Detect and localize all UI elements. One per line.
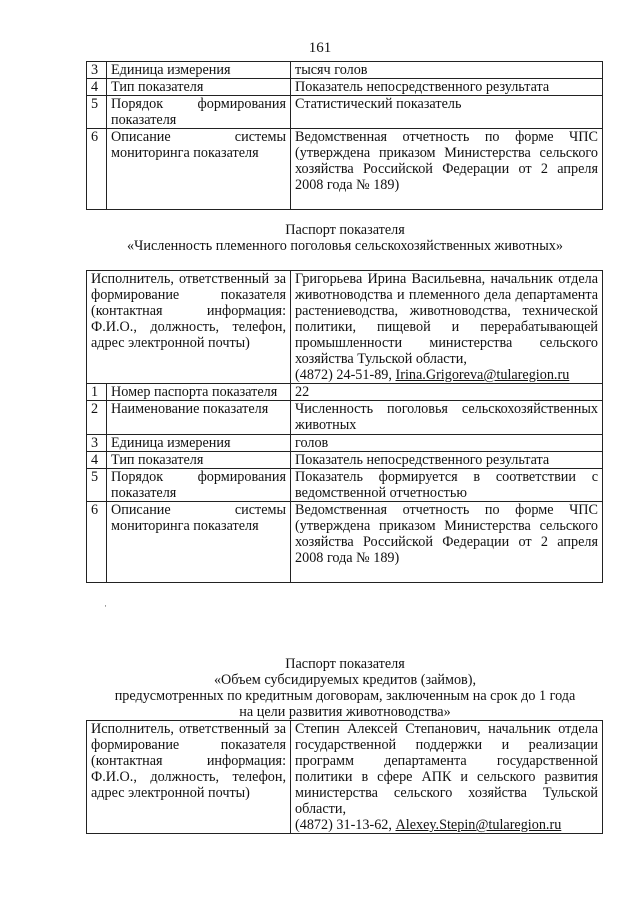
executor-phone: (4872) 31-13-62, <box>295 817 392 833</box>
passport-indicator-name: на цели развития животноводства» <box>239 704 451 720</box>
row-label: Тип показателя <box>107 452 291 469</box>
passport-table <box>86 720 603 834</box>
table-row <box>87 96 603 129</box>
passport-table <box>86 270 603 583</box>
table-row <box>87 79 603 96</box>
row-number: 4 <box>87 452 107 469</box>
row-label: Порядок формирования показателя <box>107 469 291 502</box>
row-value: 22 <box>291 384 603 401</box>
passport-title <box>60 656 630 720</box>
row-number: 2 <box>87 401 107 435</box>
row-number: 3 <box>87 62 107 79</box>
scan-dot: · <box>104 601 107 611</box>
passport-heading: Паспорт показателя <box>285 222 405 238</box>
row-number: 1 <box>87 384 107 401</box>
table-row <box>87 469 603 502</box>
executor-cell <box>291 271 603 384</box>
row-number: 4 <box>87 79 107 96</box>
table-row <box>87 62 603 79</box>
row-number: 5 <box>87 96 107 129</box>
row-label: Единица измерения <box>107 435 291 452</box>
executor-email-link[interactable]: Alexey.Stepin@tularegion.ru <box>395 817 562 833</box>
passport-title <box>60 222 630 254</box>
row-number: 3 <box>87 435 107 452</box>
row-value: Численность поголовья сельскохозяйственных животных <box>291 401 603 435</box>
table-row <box>87 384 603 401</box>
row-value: Показатель формируется в соответствии с ведомственной отчетностью <box>291 469 603 502</box>
row-value: Статистический показатель <box>291 96 603 129</box>
row-label: Номер паспорта показателя <box>107 384 291 401</box>
executor-value: Григорьева Ирина Васильевна, начальник отдела животноводства и племенного дела департамента растениеводства, животноводства, технической политики, пищевой и перерабатывающей промышленности министерства сельского хозяйства Тульской области, <box>295 271 599 367</box>
passport-indicator-name: предусмотренных по кредитным договорам, заключенным на срок до 1 года <box>114 688 576 704</box>
row-value: тысяч голов <box>291 62 603 79</box>
page-number: 161 <box>308 40 332 56</box>
executor-row <box>87 271 603 384</box>
indicator-table-continued <box>86 61 603 210</box>
row-value: Ведомственная отчетность по форме ЧПС (утверждена приказом Министерства сельского хозяйства Российской Федерации от 2 апреля 2008 года № 189) <box>291 502 603 583</box>
row-number: 6 <box>87 502 107 583</box>
table-row <box>87 502 603 583</box>
passport-indicator-name: «Объем субсидируемых кредитов (займов), <box>213 672 477 688</box>
executor-phone: (4872) 24-51-89, <box>295 367 392 383</box>
row-label: Описание системы мониторинга показателя <box>107 502 291 583</box>
table-row <box>87 129 603 210</box>
table-row <box>87 452 603 469</box>
row-number: 5 <box>87 469 107 502</box>
row-number: 6 <box>87 129 107 210</box>
row-label: Наименование показателя <box>107 401 291 435</box>
passport-heading: Паспорт показателя <box>285 656 405 672</box>
executor-cell <box>291 721 603 834</box>
row-label: Описание системы мониторинга показателя <box>107 129 291 210</box>
executor-row <box>87 721 603 834</box>
executor-email-link[interactable]: Irina.Grigoreva@tularegion.ru <box>395 367 570 383</box>
row-value: Ведомственная отчетность по форме ЧПС (утверждена приказом Министерства сельского хозяйства Российской Федерации от 2 апреля 2008 года № 189) <box>291 129 603 210</box>
row-label: Порядок формирования показателя <box>107 96 291 129</box>
row-value: Показатель непосредственного результата <box>291 79 603 96</box>
row-value: Показатель непосредственного результата <box>291 452 603 469</box>
executor-label: Исполнитель, ответственный за формирование показателя (контактная информация: Ф.И.О., должность, телефон, адрес электронной почты) <box>87 721 291 834</box>
row-value: голов <box>291 435 603 452</box>
table-row <box>87 435 603 452</box>
row-label: Тип показателя <box>107 79 291 96</box>
row-label: Единица измерения <box>107 62 291 79</box>
table-row <box>87 401 603 435</box>
executor-value: Степин Алексей Степанович, начальник отдела государственной поддержки и реализации программ департамента государственной политики в сфере АПК и сельского развития министерства сельского хозяйства Тульской области, <box>295 721 599 817</box>
executor-label: Исполнитель, ответственный за формирование показателя (контактная информация: Ф.И.О., должность, телефон, адрес электронной почты) <box>87 271 291 384</box>
passport-indicator-name: «Численность племенного поголовья сельскохозяйственных животных» <box>127 238 563 254</box>
